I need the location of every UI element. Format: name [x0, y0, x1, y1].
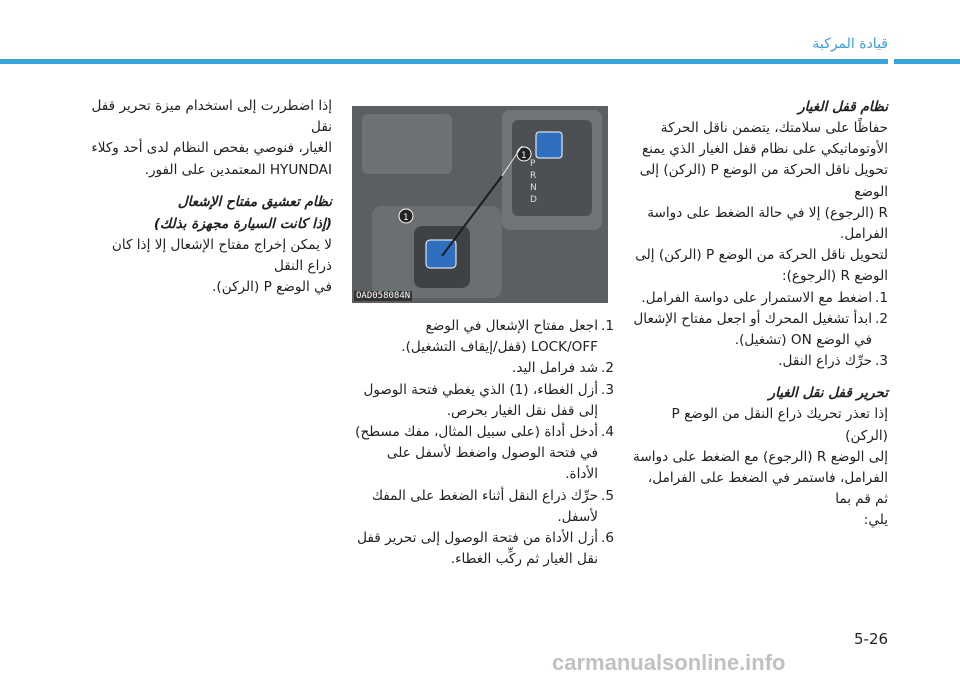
svg-text:R: R	[530, 171, 537, 181]
step-text: شد فرامل اليد.	[512, 360, 598, 377]
shift-lever-figure	[352, 106, 608, 303]
paragraph-line: في الوضع P (الركن).	[212, 279, 332, 296]
list-item	[632, 351, 888, 372]
paragraph-line: الأوتوماتيكي على نظام قفل الغيار الذي يمنع	[641, 141, 888, 158]
paragraph-line: الوضع R (الرجوع):	[782, 268, 888, 285]
step-number: 3.	[601, 381, 614, 398]
watermark: carmanualsonline.info	[552, 650, 786, 675]
step-text: أزل الأداة من فتحة الوصول إلى تحرير قفل	[357, 530, 598, 547]
step-number: 5.	[601, 487, 614, 504]
shift-lock-intro	[632, 118, 888, 288]
paragraph-line: الفرامل، فاستمر في الضغط على الفرامل، ثم قم بما	[647, 470, 888, 508]
page-header	[0, 0, 960, 64]
list-item	[352, 422, 614, 486]
step-text: أدخل أداة (على سبيل المثال، مفك مسطح)	[355, 424, 598, 441]
paragraph-line: إذا اضطررت إلى استخدام ميزة تحرير قفل نقل	[91, 98, 332, 136]
step-text: لأسفل.	[557, 508, 598, 525]
list-item	[632, 309, 888, 351]
key-interlock-text	[86, 235, 332, 299]
svg-text:1: 1	[403, 213, 409, 223]
paragraph-line: تحويل ناقل الحركة من الوضع P (الركن) إلى الوضع	[639, 162, 888, 200]
middle-column	[352, 316, 614, 570]
svg-text:P: P	[530, 159, 536, 169]
paragraph-line: حفاظًا على سلامتك، يتضمن ناقل الحركة	[660, 120, 888, 136]
paragraph-line: R (الرجوع) إلا في حالة الضغط على دواسة الفرامل.	[647, 204, 888, 243]
step-text: ابدأ تشغيل المحرك أو اجعل مفتاح الإشعال	[633, 310, 872, 327]
paragraph-line: لتحويل ناقل الحركة من الوضع P (الركن) إلى	[635, 247, 888, 264]
paragraph-line: HYUNDAI المعتمدين على الفور.	[144, 161, 332, 178]
list-item	[352, 528, 614, 570]
list-item	[352, 316, 614, 358]
left-column	[86, 96, 332, 298]
step-number: 2.	[875, 310, 888, 327]
step-text: اضغط مع الاستمرار على دواسة الفرامل.	[641, 289, 872, 306]
paragraph-line: يلي:	[863, 512, 888, 529]
step-text: إلى قفل نقل الغيار بحرص.	[446, 402, 598, 419]
paragraph-line: إذا تعذر تحريك ذراع النقل من الوضع P (الركن)	[671, 406, 888, 444]
heading-shift-lock: نظام قفل الغيار	[798, 99, 888, 115]
shift-console-illustration	[352, 106, 608, 303]
release-steps	[352, 316, 614, 570]
shift-lock-steps	[632, 288, 888, 373]
heading-shift-lock-release: تحرير قفل نقل الغيار	[768, 385, 888, 402]
step-number: 3.	[875, 353, 888, 370]
step-text: اجعل مفتاح الإشعال في الوضع	[425, 318, 598, 334]
page-number: 5-26	[854, 630, 889, 648]
step-text: أزل الغطاء، (1) الذي يغطي فتحة الوصول	[363, 381, 598, 398]
heading-key-interlock-sub: (إذا كانت السيارة مجهزة بذلك)	[153, 215, 332, 232]
list-item	[352, 486, 614, 528]
heading-key-interlock: نظام تعشيق مفتاح الإشعال	[177, 193, 332, 210]
step-number: 1.	[875, 289, 888, 306]
shift-lock-release-intro	[632, 404, 888, 531]
step-text: حرِّك ذراع النقل أثناء الضغط على المفك	[371, 487, 598, 504]
step-number: 4.	[601, 424, 614, 441]
header-tab-accent	[894, 59, 960, 64]
svg-text:D: D	[530, 195, 537, 205]
step-text: في فتحة الوصول واضغط لأسفل على الأداة.	[386, 445, 598, 483]
step-text: حرِّك ذراع النقل.	[778, 353, 872, 370]
dealer-check-note	[86, 96, 332, 181]
figure-code: OAD058084N	[356, 291, 411, 301]
step-text: في الوضع ON (تشغيل).	[734, 332, 872, 349]
paragraph-line: لا يمكن إخراج مفتاح الإشعال إلا إذا كان ذراع النقل	[111, 236, 332, 275]
step-number: 2.	[601, 360, 614, 377]
list-item	[632, 288, 888, 309]
header-rule	[0, 59, 888, 64]
step-number: 1.	[601, 318, 614, 334]
svg-text:N: N	[530, 183, 537, 193]
list-item	[352, 358, 614, 379]
paragraph-line: إلى الوضع R (الرجوع) مع الضغط على دواسة	[633, 448, 888, 465]
step-number: 6.	[601, 530, 614, 547]
list-item	[352, 380, 614, 422]
step-text: LOCK/OFF (قفل/إيقاف التشغيل).	[401, 339, 598, 356]
section-title: قيادة المركبة	[812, 36, 888, 52]
paragraph-line: الغيار، فنوصي بفحص النظام لدى أحد وكلاء	[91, 140, 332, 157]
right-column	[632, 96, 888, 532]
svg-text:1: 1	[521, 151, 527, 161]
step-text: نقل الغيار ثم ركِّب الغطاء.	[450, 551, 598, 568]
